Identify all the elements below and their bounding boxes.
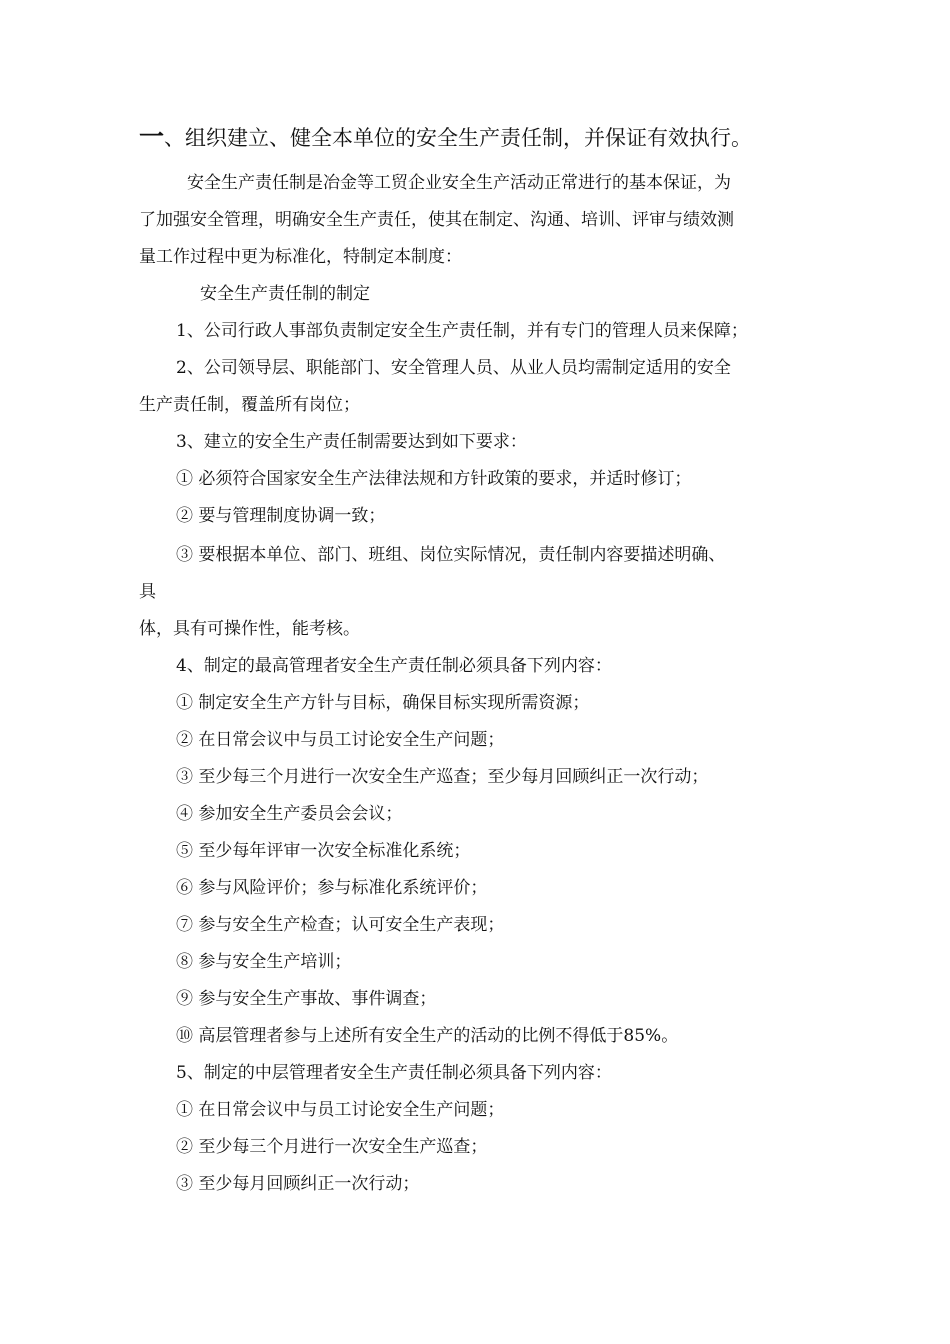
section-5-item: ② 至少每三个月进行一次安全生产巡查；: [176, 1137, 488, 1157]
section-2-line-1: 2、公司领导层、职能部门、安全管理人员、从业人员均需制定适用的安全: [176, 358, 731, 378]
heading-text: 、组织建立、健全本单位的安全生产责任制，并保证有效执行。: [164, 126, 753, 150]
section-4-item: ⑨ 参与安全生产事故、事件调查；: [176, 989, 437, 1009]
section-3-item-2: ② 要与管理制度协调一致；: [176, 506, 386, 526]
section-4-item: ⑦ 参与安全生产检查；认可安全生产表现；: [176, 915, 505, 935]
section-3-item-3-line-2: 具: [139, 582, 156, 602]
section-3-item-1: ① 必须符合国家安全生产法律法规和方针政策的要求，并适时修订；: [176, 469, 692, 489]
section-4-title: 4、制定的最高管理者安全生产责任制必须具备下列内容：: [176, 656, 612, 676]
section-4-item: ⑧ 参与安全生产培训；: [176, 952, 352, 972]
intro-line-3: 量工作过程中更为标准化，特制定本制度：: [139, 247, 462, 267]
section-3-item-3-line-1: ③ 要根据本单位、部门、班组、岗位实际情况，责任制内容要描述明确、: [176, 545, 726, 565]
section-4-item: ④ 参加安全生产委员会会议；: [176, 804, 403, 824]
section-5-title: 5、制定的中层管理者安全生产责任制必须具备下列内容：: [176, 1063, 612, 1083]
section-4-item: ⑩ 高层管理者参与上述所有安全生产的活动的比例不得低于85%。: [176, 1026, 679, 1046]
subheading: 安全生产责任制的制定: [200, 284, 370, 304]
section-2-line-2: 生产责任制，覆盖所有岗位；: [139, 395, 360, 415]
section-4-item: ⑤ 至少每年评审一次安全标准化系统；: [176, 841, 471, 861]
section-3-title: 3、建立的安全生产责任制需要达到如下要求：: [176, 432, 527, 452]
section-4-item: ⑥ 参与风险评价；参与标准化系统评价；: [176, 878, 488, 898]
section-4-item: ② 在日常会议中与员工讨论安全生产问题；: [176, 730, 505, 750]
intro-line-1: 安全生产责任制是冶金等工贸企业安全生产活动正常进行的基本保证，为: [187, 173, 731, 193]
heading-number: 一: [139, 122, 165, 151]
section-4-item: ③ 至少每三个月进行一次安全生产巡查；至少每月回顾纠正一次行动；: [176, 767, 709, 787]
section-1-text: 1、公司行政人事部负责制定安全生产责任制，并有专门的管理人员来保障；: [176, 321, 748, 341]
intro-line-2: 了加强安全管理，明确安全生产责任，使其在制定、沟通、培训、评审与绩效测: [139, 210, 734, 230]
section-4-item: ① 制定安全生产方针与目标，确保目标实现所需资源；: [176, 693, 590, 713]
section-5-item: ③ 至少每月回顾纠正一次行动；: [176, 1174, 420, 1194]
section-3-item-3-line-3: 体，具有可操作性，能考核。: [139, 619, 360, 639]
section-heading: [139, 120, 752, 155]
section-5-item: ① 在日常会议中与员工讨论安全生产问题；: [176, 1100, 505, 1120]
